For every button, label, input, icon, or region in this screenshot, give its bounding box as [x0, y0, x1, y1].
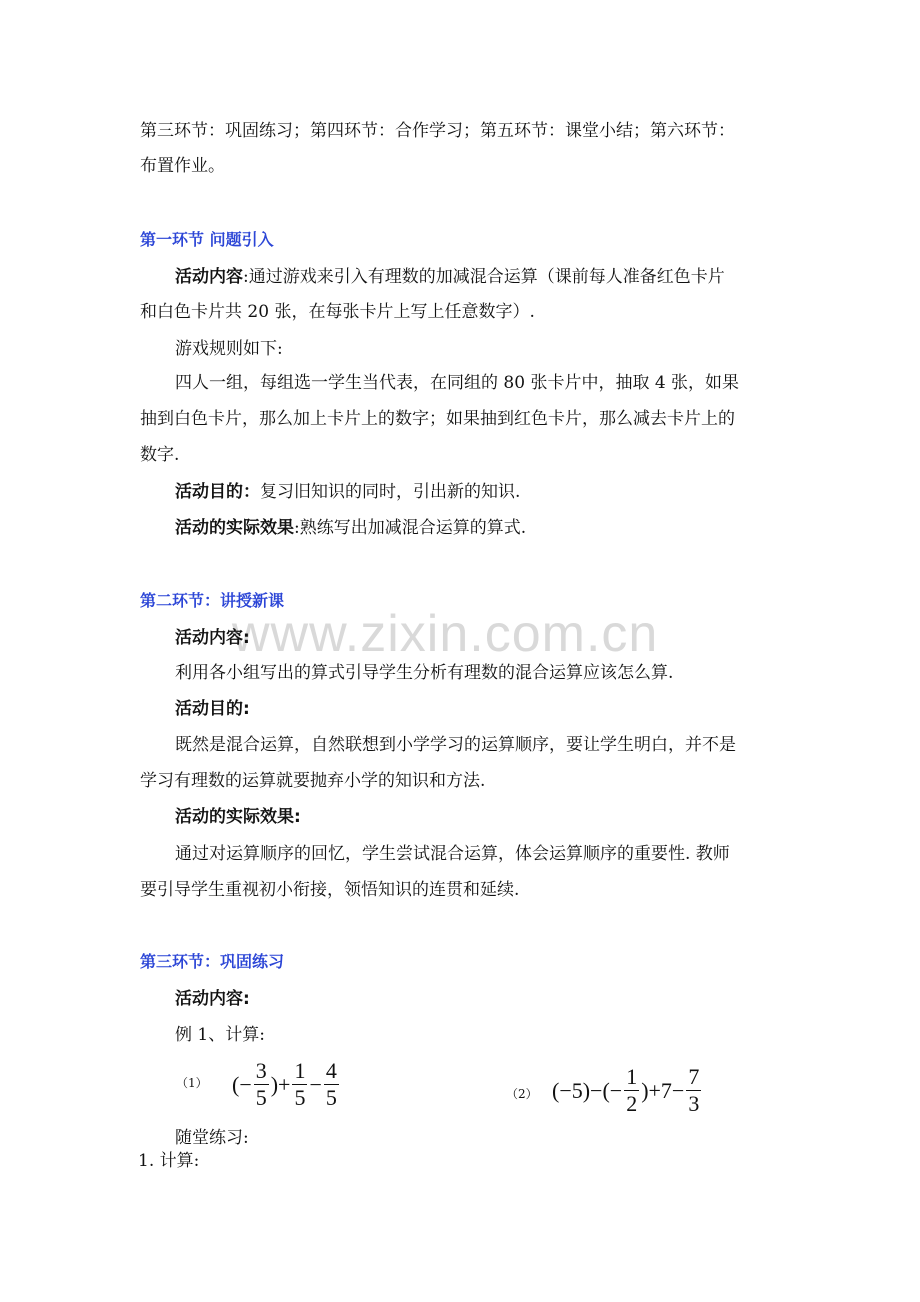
section3-content-label: 活动内容:: [175, 989, 250, 1009]
section2-content-text: 利用各小组写出的算式引导学生分析有理数的混合运算应该怎么算.: [175, 663, 674, 683]
numerator: 1: [294, 1058, 306, 1083]
denominator: 5: [255, 1085, 267, 1110]
rules-line-1: 四人一组，每组选一学生当代表，在同组的 80 张卡片中，抽取 4 张，如果: [175, 373, 740, 393]
intro-line-1: 第三环节：巩固练习；第四环节：合作学习；第五环节：课堂小结；第六环节：: [140, 121, 735, 141]
section2-effect-text-2: 要引导学生重视初小衔接，领悟知识的连贯和延续.: [140, 880, 520, 900]
p2-pre: (−5)−(−: [552, 1077, 623, 1103]
section2-effect-text-1: 通过对运算顺序的回忆，学生尝试混合运算，体会运算顺序的重要性. 教师: [175, 844, 730, 864]
effect-label: 活动的实际效果: [175, 518, 294, 538]
rules-line-2: 抽到白色卡片，那么加上卡片上的数字；如果抽到红色卡片，那么减去卡片上的: [140, 409, 735, 429]
section2-goal-text-1: 既然是混合运算，自然联想到小学学习的运算顺序，要让学生明白，并不是: [175, 735, 736, 755]
problem-1-label: （1）: [176, 1076, 208, 1090]
numerator: 3: [255, 1058, 267, 1083]
effect-text: :熟练写出加减混合运算的算式.: [294, 518, 527, 538]
practice-label: 随堂练习:: [175, 1128, 249, 1148]
p2-mid: )+7−: [641, 1077, 685, 1103]
section1-goal: [175, 481, 520, 503]
section2-heading: 第二环节：讲授新课: [140, 591, 285, 610]
numerator: 1: [626, 1064, 638, 1089]
numerator: 7: [688, 1064, 700, 1089]
section2-goal-label: 活动目的:: [175, 699, 250, 719]
problem-1-expression: [232, 1060, 341, 1109]
denominator: 5: [325, 1085, 337, 1110]
fraction: [292, 1060, 307, 1109]
fraction: [254, 1060, 269, 1109]
section1-content-2: 和白色卡片共 20 张，在每张卡片上写上任意数字）.: [140, 302, 535, 322]
denominator: 3: [688, 1091, 700, 1116]
p1-mid-1: )+: [270, 1071, 291, 1097]
section1-effect: [175, 517, 526, 539]
problem-2-label: （2）: [506, 1087, 538, 1101]
section2-effect-label: 活动的实际效果:: [175, 807, 301, 827]
fraction: [686, 1066, 701, 1115]
section1-heading: 第一环节 问题引入: [140, 230, 274, 249]
goal-text: 复习旧知识的同时，引出新的知识.: [260, 482, 521, 502]
section2-content-label: 活动内容:: [175, 628, 250, 648]
section2-goal-text-2: 学习有理数的运算就要抛弃小学的知识和方法.: [140, 771, 486, 791]
fraction: [624, 1066, 639, 1115]
calc-label: 1. 计算:: [138, 1151, 200, 1171]
section3-heading: 第三环节：巩固练习: [140, 952, 285, 971]
denominator: 2: [626, 1091, 638, 1116]
denominator: 5: [294, 1085, 306, 1110]
p1-open: (−: [232, 1071, 252, 1097]
intro-line-2: 布置作业。: [140, 156, 225, 176]
problem-2-expression: [552, 1066, 703, 1115]
example-label: 例 1、计算:: [175, 1025, 265, 1045]
rules-line-3: 数字.: [140, 445, 180, 465]
numerator: 4: [325, 1058, 337, 1083]
fraction: [324, 1060, 339, 1109]
rules-intro: 游戏规则如下:: [175, 339, 283, 359]
watermark: www.zixin.com.cn: [232, 605, 659, 663]
p1-mid-2: −: [309, 1071, 322, 1097]
goal-label: 活动目的：: [175, 482, 260, 502]
section1-content: [175, 266, 725, 288]
content-label: 活动内容: [175, 267, 243, 287]
content-text: :通过游戏来引入有理数的加减混合运算（课前每人准备红色卡片: [243, 267, 725, 287]
